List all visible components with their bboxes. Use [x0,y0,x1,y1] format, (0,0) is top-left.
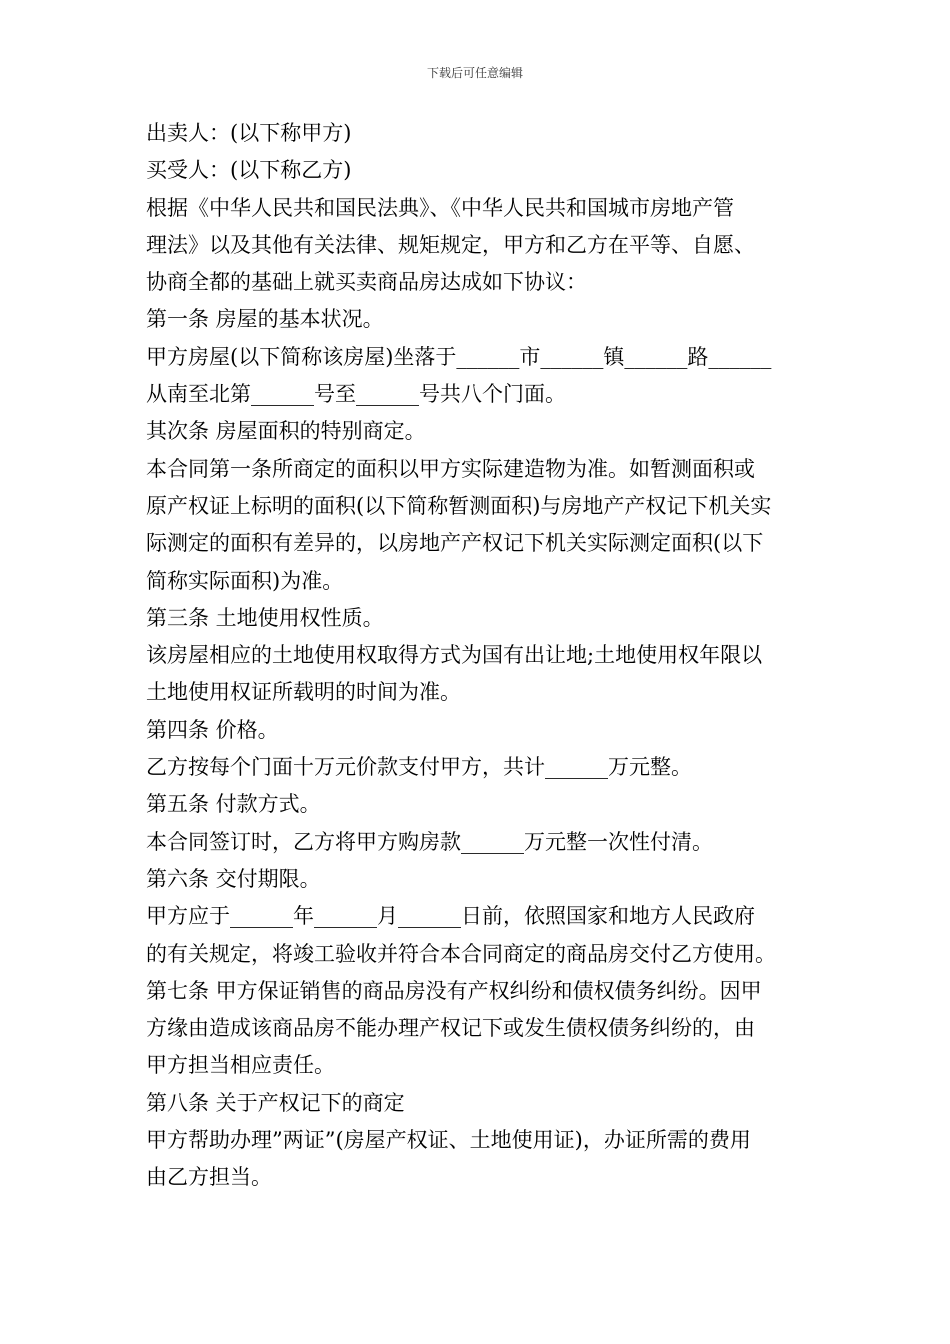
article-heading-3: 第三条 土地使用权性质。 [146,605,384,630]
article-heading-5: 第五条 付款方式。 [146,792,321,817]
article-heading-2: 其次条 房屋面积的特别商定。 [146,419,426,444]
text-line-seller: 出卖人：(以下称甲方) [146,121,352,145]
article-heading-4: 第四条 价格。 [146,717,279,742]
text-line: 简称实际面积)为准。 [146,568,344,593]
text-line: 甲方房屋(以下简称该房屋)坐落于______市______镇______路______ [146,344,772,369]
text-line-buyer: 买受人：(以下称乙方) [146,158,352,183]
article-heading-7: 第七条 甲方保证销售的商品房没有产权纠纷和债权债务纠纷。因甲 [146,978,762,1003]
text-line: 协商全都的基础上就买卖商品房达成如下协议： [146,270,587,295]
text-line: 甲方应于______年______月______日前，依照国家和地方人民政府 [146,904,755,929]
text-line: 本合同签订时，乙方将甲方购房款______万元整一次性付清。 [146,829,713,854]
text-line: 土地使用权证所载明的时间为准。 [146,680,461,705]
article-heading-8: 第八条 关于产权记下的商定 [146,1090,405,1115]
text-line: 根据《中华人民共和国民法典》、《中华人民共和国城市房地产管 [146,195,734,220]
text-line: 甲方帮助办理”两证”(房屋产权证、土地使用证)，办证所需的费用 [146,1128,751,1153]
article-heading-1: 第一条 房屋的基本状况。 [146,307,384,332]
text-line: 该房屋相应的土地使用权取得方式为国有出让地;土地使用权年限以 [146,643,763,668]
text-line: 本合同第一条所商定的面积以甲方实际建造物为准。如暂测面积或 [146,456,755,481]
text-line: 理法》以及其他有关法律、规矩规定，甲方和乙方在平等、自愿、 [146,232,755,257]
text-line: 从南至北第______号至______号共八个门面。 [146,382,566,407]
page-header-note: 下载后可任意编辑 [426,66,523,80]
text-line: 的有关规定，将竣工验收并符合本合同商定的商品房交付乙方使用。 [146,941,776,966]
text-line: 由乙方担当。 [146,1165,272,1190]
text-line: 际测定的面积有差异的，以房地产产权记下机关实际测定面积(以下 [146,531,764,556]
text-line: 甲方担当相应责任。 [146,1053,335,1078]
text-line: 乙方按每个门面十万元价款支付甲方，共计______万元整。 [146,755,692,780]
text-line: 原产权证上标明的面积(以下简称暂测面积)与房地产产权记下机关实 [146,493,772,518]
document-body [146,115,812,1197]
text-line: 方缘由造成该商品房不能办理产权记下或发生债权债务纠纷的，由 [146,1016,755,1041]
article-heading-6: 第六条 交付期限。 [146,866,321,891]
